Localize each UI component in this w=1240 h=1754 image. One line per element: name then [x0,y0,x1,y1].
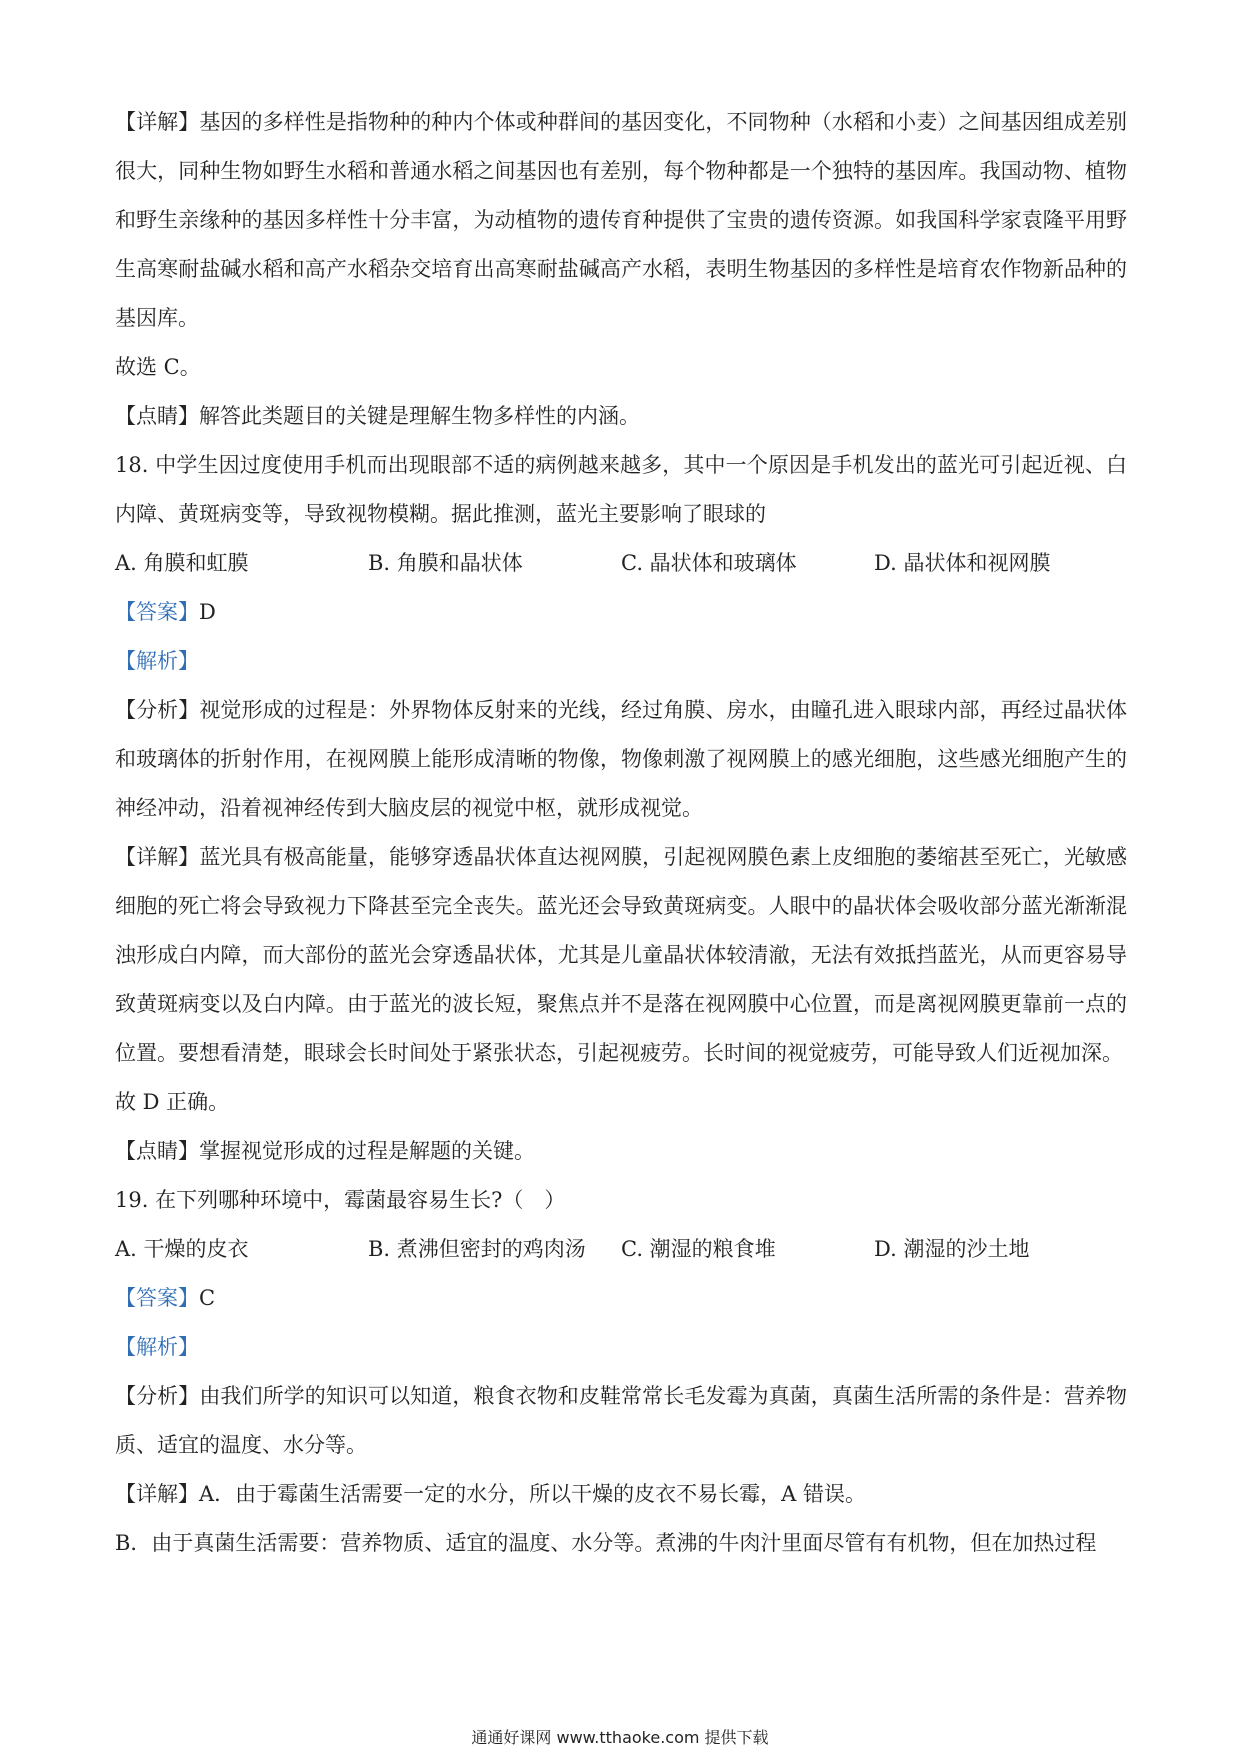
choice-conclusion-q17: 故选 C。 [115,355,201,379]
conclusion-q18: 故 D 正确。 [115,1090,230,1114]
detail-paragraph-q17: 【详解】基因的多样性是指物种的种内个体或种群间的基因变化，不同物种（水稻和小麦）之间基因组成差别很大，同种生物如野生水稻和普通水稻之间基因也有差别，每个物种都是一个独特的基因库。我国动物、植物和野生亲缘种的基因多样性十分丰富，为动植物的遗传育种提供了宝贵的遗传资源。如我国科学家袁隆平用野生高寒耐盐碱水稻和高产水稻杂交培育出高寒耐盐碱高产水稻，表明生物基因的多样性是培育农作物新品种的基因库。 [115,110,1127,330]
answer-label: 【答案】 [115,600,199,624]
option-d: D. 晶状体和视网膜 [874,551,1051,575]
document-body [115,98,1127,1568]
key-point-q17: 【点睛】解答此类题目的关键是理解生物多样性的内涵。 [115,404,640,428]
option-c: C. 潮湿的粮食堆 [621,1237,776,1261]
analysis-paragraph-q18: 【分析】视觉形成的过程是：外界物体反射来的光线，经过角膜、房水，由瞳孔进入眼球内部，再经过晶状体和玻璃体的折射作用，在视网膜上能形成清晰的物像，物像刺激了视网膜上的感光细胞，这些感光细胞产生的神经冲动，沿着视神经传到大脑皮层的视觉中枢，就形成视觉。 [115,698,1127,820]
option-a: A. 角膜和虹膜 [115,551,249,575]
answer-label: 【答案】 [115,1286,199,1310]
answer-line-q19 [115,1274,1127,1323]
option-b: B. 煮沸但密封的鸡肉汤 [368,1237,586,1261]
answer-line-q18 [115,588,1127,637]
detail-paragraph-q19-b: B．由于真菌生活需要：营养物质、适宜的温度、水分等。煮沸的牛肉汁里面尽管有有机物，但在加热过程 [115,1531,1097,1555]
answer-value: C [199,1286,216,1310]
option-a: A. 干燥的皮衣 [115,1237,249,1261]
page-footer: 通通好课网 www.tthaoke.com 提供下载 [471,1728,769,1747]
detail-paragraph-q19-a: 【详解】A．由于霉菌生活需要一定的水分，所以干燥的皮衣不易长霉，A 错误。 [115,1482,867,1506]
analysis-paragraph-q19: 【分析】由我们所学的知识可以知道，粮食衣物和皮鞋常常长毛发霉为真菌，真菌生活所需的条件是：营养物质、适宜的温度、水分等。 [115,1384,1127,1457]
question-18-stem: 18. 中学生因过度使用手机而出现眼部不适的病例越来越多，其中一个原因是手机发出的蓝光可引起近视、白内障、黄斑病变等，导致视物模糊。据此推测，蓝光主要影响了眼球的 [115,453,1127,526]
analysis-label-q19: 【解析】 [115,1335,199,1359]
detail-paragraph-q18: 【详解】蓝光具有极高能量，能够穿透晶状体直达视网膜，引起视网膜色素上皮细胞的萎缩甚至死亡，光敏感细胞的死亡将会导致视力下降甚至完全丧失。蓝光还会导致黄斑病变。人眼中的晶状体会吸收部分蓝光渐渐混浊形成白内障，而大部份的蓝光会穿透晶状体，尤其是儿童晶状体较清澈，无法有效抵挡蓝光，从而更容易导致黄斑病变以及白内障。由于蓝光的波长短，聚焦点并不是落在视网膜中心位置，而是离视网膜更靠前一点的位置。要想看清楚，眼球会长时间处于紧张状态，引起视疲劳。长时间的视觉疲劳，可能导致人们近视加深。 [115,845,1127,1065]
option-b: B. 角膜和晶状体 [368,551,523,575]
option-d: D. 潮湿的沙土地 [874,1237,1030,1261]
analysis-label-q18: 【解析】 [115,649,199,673]
question-18-options [115,539,1127,588]
key-point-q18: 【点睛】掌握视觉形成的过程是解题的关键。 [115,1139,535,1163]
answer-value: D [199,600,216,624]
question-19-stem: 19. 在下列哪种环境中，霉菌最容易生长?（ ） [115,1188,566,1212]
question-19-options [115,1225,1127,1274]
option-c: C. 晶状体和玻璃体 [621,551,797,575]
